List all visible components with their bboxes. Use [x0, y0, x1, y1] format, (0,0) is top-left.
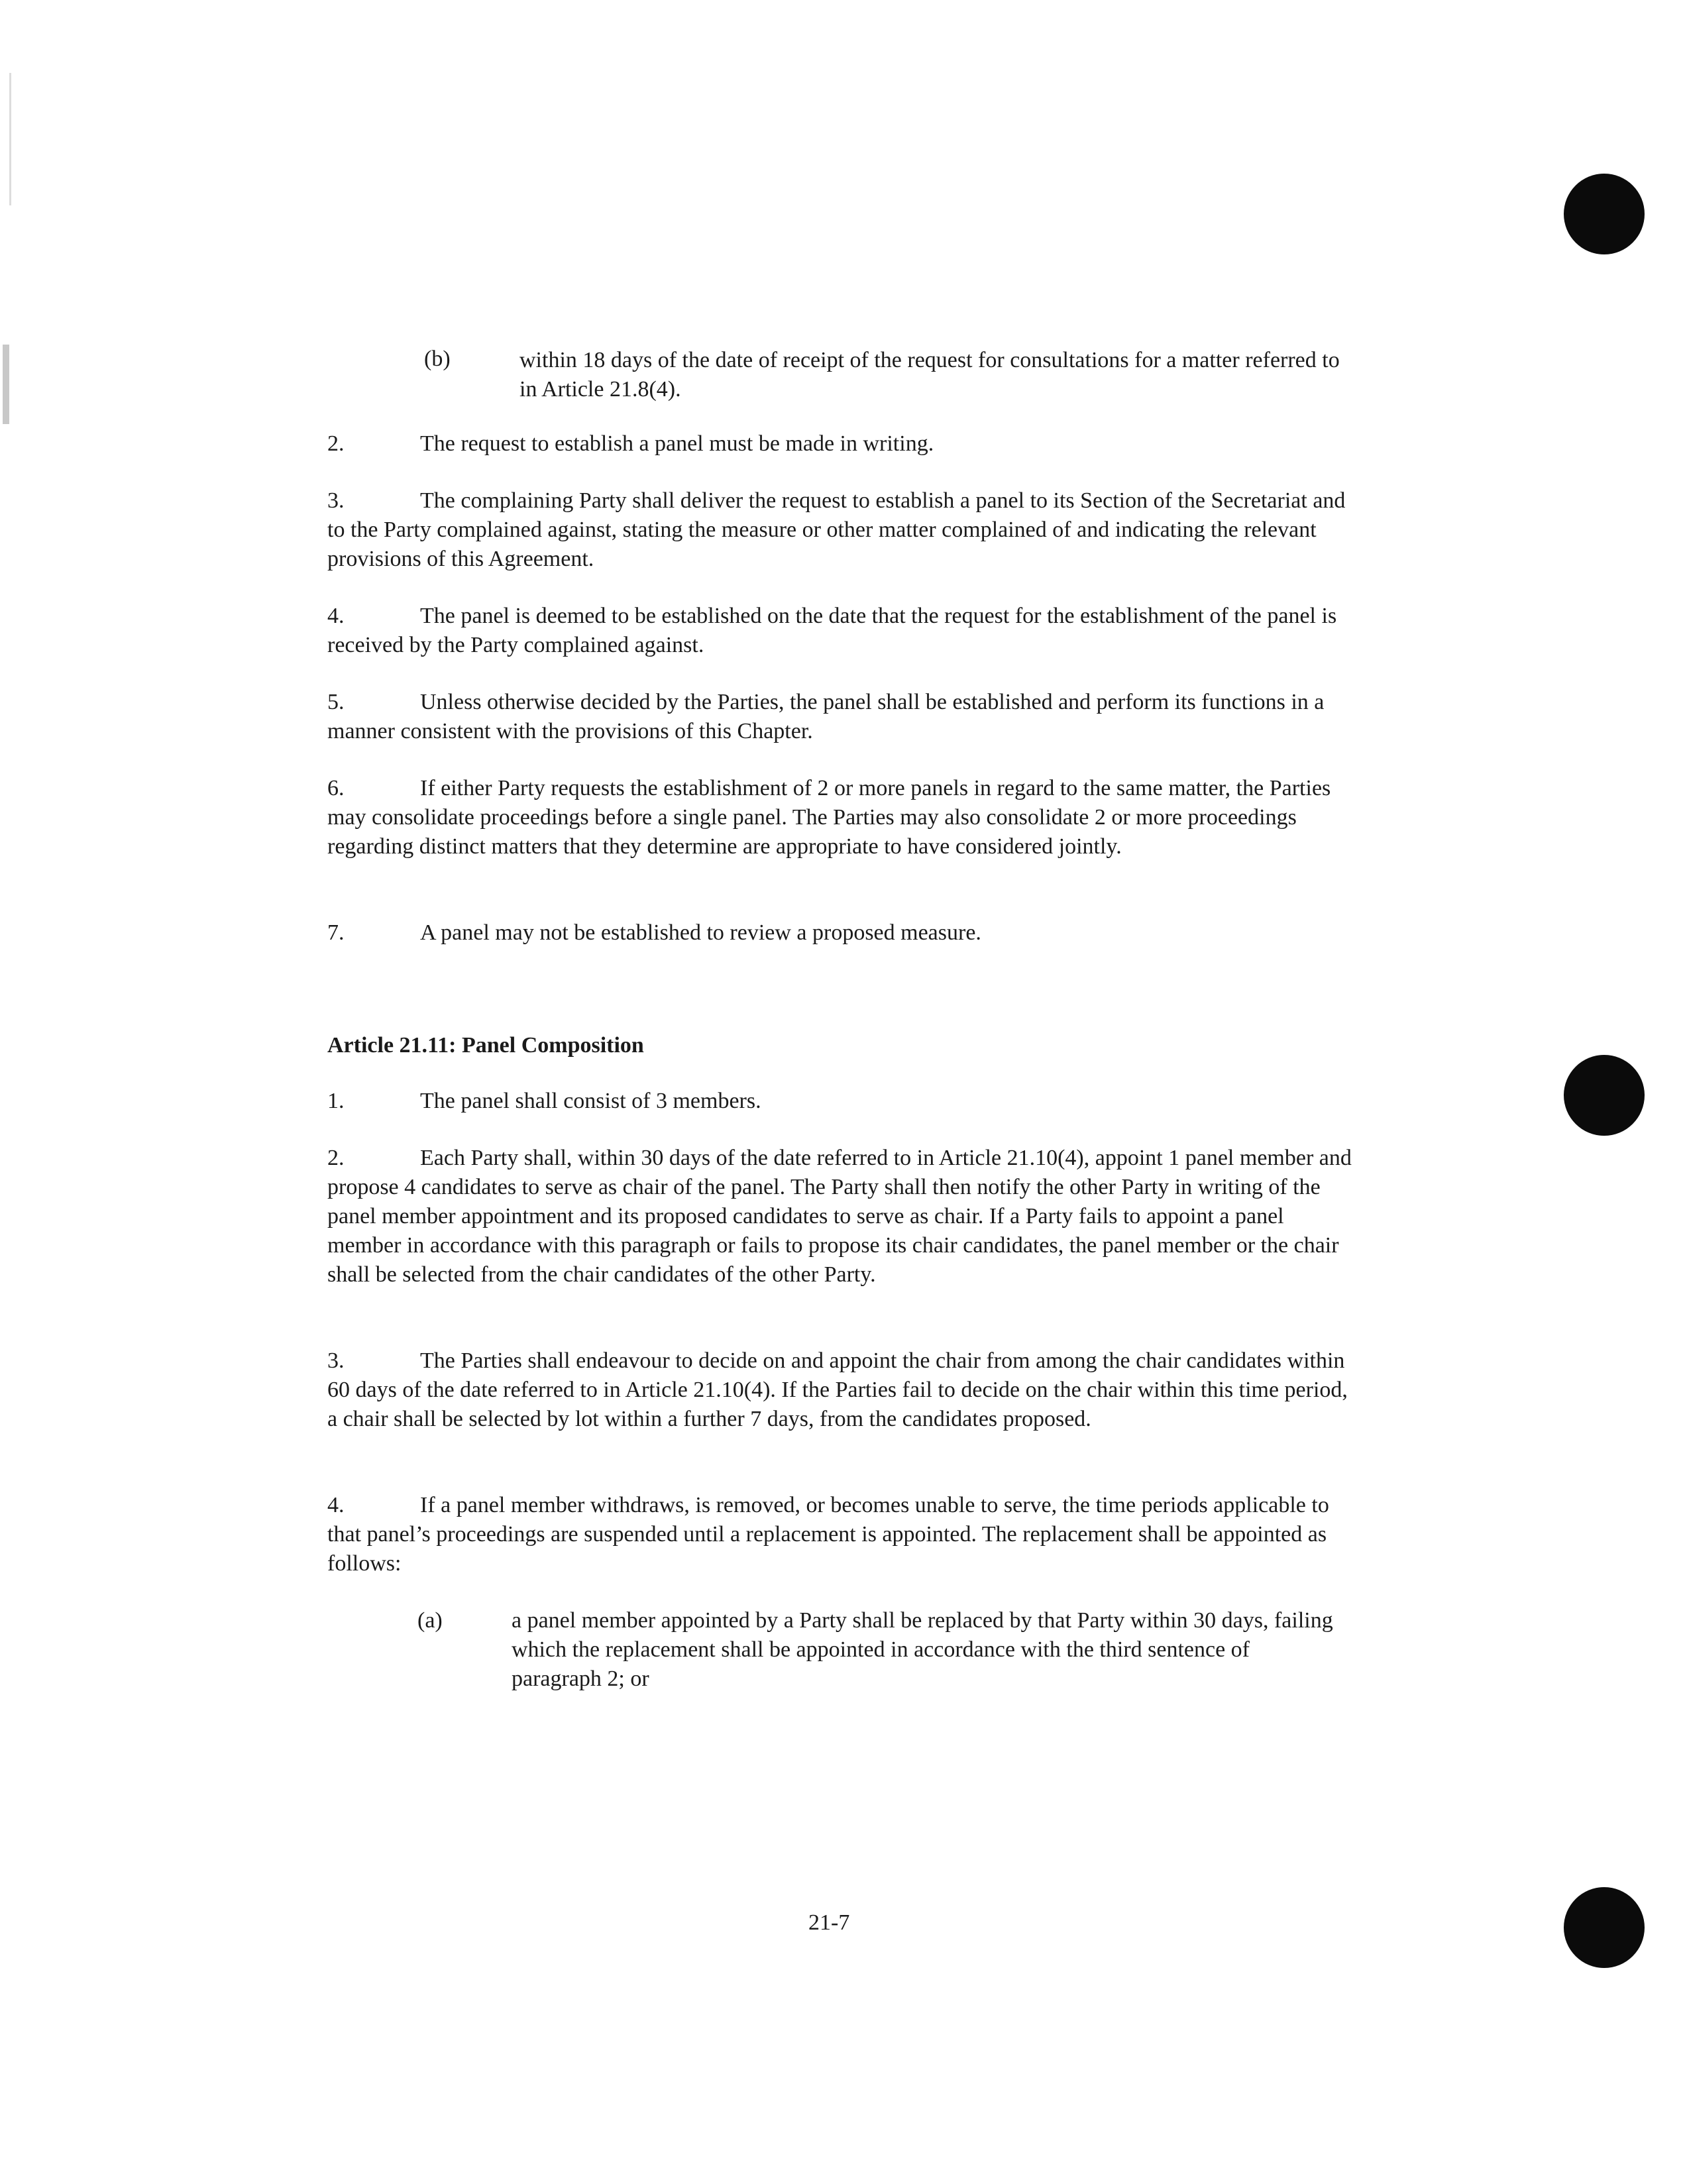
- paragraph-4-number: 4.: [327, 604, 345, 628]
- paragraph-4: [327, 602, 1361, 660]
- paragraph-7-text: A panel may not be established to review a proposed measure.: [420, 920, 981, 945]
- paragraph-2-number: 2.: [327, 431, 345, 456]
- article-paragraph-3-text: The Parties shall endeavour to decide on and appoint the chair from among the chair candidates within 60 days of the date referred to in Article 21.10(4). If the Parties fail to decide on the chair within this time period, a chair shall be selected by lot within a further 7 days, from the candidates proposed.: [327, 1348, 1348, 1431]
- paragraph-6-number: 6.: [327, 776, 345, 800]
- paragraph-6: [327, 774, 1361, 861]
- punch-hole-top: [1564, 174, 1645, 254]
- paragraph-3: [327, 486, 1361, 574]
- paragraph-4-text: The panel is deemed to be established on the date that the request for the establishment of the panel is received by the Party complained against.: [327, 604, 1337, 657]
- article-paragraph-3: [327, 1346, 1361, 1434]
- paragraph-7-number: 7.: [327, 920, 345, 945]
- paragraph-5: [327, 688, 1361, 746]
- article-paragraph-2-text: Each Party shall, within 30 days of the date referred to in Article 21.10(4), appoint 1 panel member and propose 4 candidates to serve as chair of the panel. The Party shall then notify the other Party in writing of the panel member appointment and its proposed candidates to serve as chair. If a Party fails to appoint a panel member in accordance with this paragraph or fails to propose its chair candidates, the panel member or the chair shall be selected from the chair candidates of the other Party.: [327, 1146, 1352, 1287]
- scan-speck: [3, 345, 9, 424]
- subitem-b-label: (b): [424, 347, 451, 371]
- paragraph-7: [327, 918, 1361, 948]
- paragraph-3-number: 3.: [327, 488, 345, 513]
- punch-hole-bottom: [1564, 1887, 1645, 1968]
- article-paragraph-3-number: 3.: [327, 1348, 345, 1373]
- article-paragraph-2: [327, 1144, 1361, 1289]
- paragraph-2: [327, 429, 1361, 459]
- article-paragraph-4-text: If a panel member withdraws, is removed, or becomes unable to serve, the time periods applicable to that panel’s proceedings are suspended until a replacement is appointed. The replacement shall be appointed as follows:: [327, 1493, 1329, 1576]
- punch-hole-middle: [1564, 1055, 1645, 1136]
- scan-speck: [9, 73, 11, 205]
- article-heading: Article 21.11: Panel Composition: [327, 1033, 644, 1058]
- paragraph-3-text: The complaining Party shall deliver the request to establish a panel to its Section of the Secretariat and to the Party complained against, stating the measure or other matter complained of and indicating the relevant provisions of this Agreement.: [327, 488, 1346, 571]
- article-paragraph-1-text: The panel shall consist of 3 members.: [420, 1089, 761, 1113]
- paragraph-5-text: Unless otherwise decided by the Parties, the panel shall be established and perform its functions in a manner consistent with the provisions of this Chapter.: [327, 690, 1325, 743]
- paragraph-2-text: The request to establish a panel must be made in writing.: [420, 431, 934, 456]
- subitem-b-text: within 18 days of the date of receipt of the request for consultations for a matter referred to in Article 21.8(4).: [519, 348, 1340, 402]
- article-paragraph-4: [327, 1491, 1361, 1578]
- article-paragraph-2-number: 2.: [327, 1146, 345, 1170]
- article-paragraph-1-number: 1.: [327, 1089, 345, 1113]
- paragraph-5-number: 5.: [327, 690, 345, 714]
- article-paragraph-4-number: 4.: [327, 1493, 345, 1517]
- subitem-a-text: a panel member appointed by a Party shall be replaced by that Party within 30 days, failing which the replacement shall be appointed in accordance with the third sentence of paragraph 2; or: [512, 1608, 1333, 1691]
- page-number: 21-7: [808, 1910, 850, 1935]
- paragraph-6-text: If either Party requests the establishment of 2 or more panels in regard to the same matter, the Parties may consolidate proceedings before a single panel. The Parties may also consolidate 2 or more proceedings regarding distinct matters that they determine are appropriate to have considered jointly.: [327, 776, 1331, 859]
- article-paragraph-1: [327, 1087, 1361, 1116]
- subitem-a-label: (a): [417, 1608, 443, 1633]
